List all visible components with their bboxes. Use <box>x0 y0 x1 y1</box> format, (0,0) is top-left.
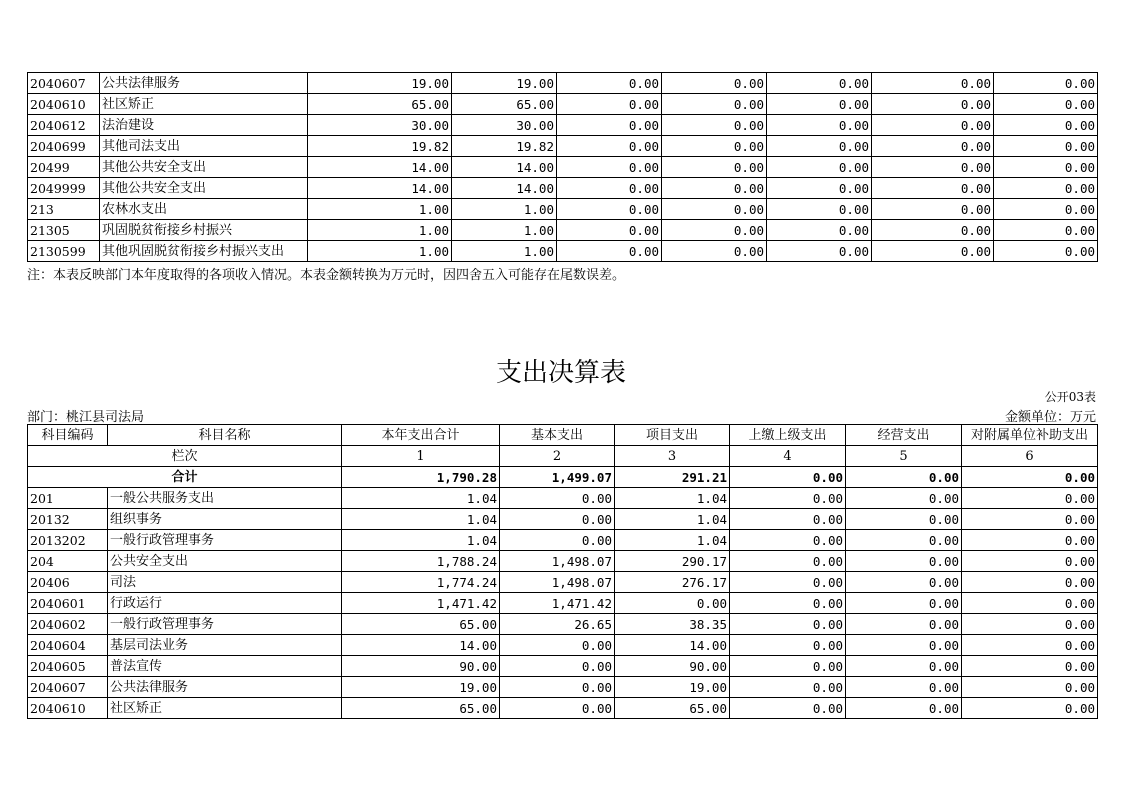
subject-code: 204 <box>28 551 108 572</box>
amount-cell: 0.00 <box>994 241 1098 262</box>
amount-cell: 0.00 <box>767 241 872 262</box>
amount-cell: 0.00 <box>767 73 872 94</box>
amount-cell: 0.00 <box>557 220 662 241</box>
column-number: 2 <box>500 446 615 467</box>
amount-cell: 0.00 <box>962 635 1098 656</box>
column-number: 6 <box>962 446 1098 467</box>
amount-cell: 0.00 <box>872 73 994 94</box>
amount-cell: 0.00 <box>662 115 767 136</box>
subject-name: 组织事务 <box>108 509 342 530</box>
total-value: 0.00 <box>962 467 1098 488</box>
amount-cell: 0.00 <box>730 530 846 551</box>
table-row <box>28 698 1098 719</box>
table-row <box>28 572 1098 593</box>
amount-cell: 0.00 <box>872 115 994 136</box>
header-cell: 经营支出 <box>846 425 962 446</box>
header-cell: 对附属单位补助支出 <box>962 425 1098 446</box>
amount-cell: 0.00 <box>557 157 662 178</box>
department-label: 部门：桃江县司法局 <box>27 410 145 425</box>
subject-name: 一般行政管理事务 <box>108 530 342 551</box>
subject-name: 一般公共服务支出 <box>108 488 342 509</box>
amount-cell: 1.00 <box>308 199 452 220</box>
amount-cell: 0.00 <box>872 241 994 262</box>
subject-code: 20499 <box>28 157 100 178</box>
subject-code: 2040699 <box>28 136 100 157</box>
table-row <box>28 73 1098 94</box>
amount-cell: 0.00 <box>767 178 872 199</box>
amount-cell: 19.82 <box>308 136 452 157</box>
amount-cell: 0.00 <box>730 614 846 635</box>
amount-cell: 1.00 <box>452 220 557 241</box>
subject-name: 农林水支出 <box>100 199 308 220</box>
amount-cell: 0.00 <box>994 136 1098 157</box>
amount-cell: 0.00 <box>962 614 1098 635</box>
table-row <box>28 488 1098 509</box>
amount-cell: 0.00 <box>994 199 1098 220</box>
subject-name: 行政运行 <box>108 593 342 614</box>
subject-name: 基层司法业务 <box>108 635 342 656</box>
column-label: 栏次 <box>28 446 342 467</box>
amount-cell: 0.00 <box>662 73 767 94</box>
table-row <box>28 677 1098 698</box>
subject-name: 普法宣传 <box>108 656 342 677</box>
table-row <box>28 241 1098 262</box>
subject-name: 其他司法支出 <box>100 136 308 157</box>
subject-code: 2049999 <box>28 178 100 199</box>
table-row <box>28 94 1098 115</box>
amount-cell: 1,498.07 <box>500 572 615 593</box>
amount-cell: 0.00 <box>730 677 846 698</box>
amount-cell: 0.00 <box>994 220 1098 241</box>
subject-code: 2013202 <box>28 530 108 551</box>
table-row <box>28 635 1098 656</box>
table-row <box>28 530 1098 551</box>
amount-cell: 1.00 <box>452 199 557 220</box>
page-title: 支出决算表 <box>495 358 626 388</box>
subject-name: 公共安全支出 <box>108 551 342 572</box>
expense-table <box>27 424 1098 719</box>
amount-cell: 30.00 <box>452 115 557 136</box>
table-row <box>28 509 1098 530</box>
amount-cell: 0.00 <box>872 199 994 220</box>
table-note: 注：本表反映部门本年度取得的各项收入情况。本表金额转换为万元时，因四舍五入可能存在尾数误差。 <box>27 268 626 283</box>
amount-cell: 0.00 <box>730 698 846 719</box>
subject-code: 2040605 <box>28 656 108 677</box>
amount-cell: 38.35 <box>615 614 730 635</box>
subject-name: 社区矫正 <box>100 94 308 115</box>
column-number: 4 <box>730 446 846 467</box>
amount-cell: 0.00 <box>846 572 962 593</box>
amount-cell: 0.00 <box>872 157 994 178</box>
unit-label: 金额单位：万元 <box>1004 410 1096 425</box>
amount-cell: 0.00 <box>846 635 962 656</box>
amount-cell: 0.00 <box>846 698 962 719</box>
subject-name: 巩固脱贫衔接乡村振兴 <box>100 220 308 241</box>
amount-cell: 65.00 <box>342 614 500 635</box>
amount-cell: 0.00 <box>500 635 615 656</box>
amount-cell: 0.00 <box>872 220 994 241</box>
amount-cell: 1.00 <box>452 241 557 262</box>
table-row <box>28 178 1098 199</box>
amount-cell: 0.00 <box>500 698 615 719</box>
table-row <box>28 136 1098 157</box>
amount-cell: 0.00 <box>557 73 662 94</box>
amount-cell: 0.00 <box>730 509 846 530</box>
amount-cell: 0.00 <box>557 199 662 220</box>
amount-cell: 0.00 <box>557 115 662 136</box>
header-row <box>28 425 1098 446</box>
amount-cell: 0.00 <box>730 635 846 656</box>
total-value: 291.21 <box>615 467 730 488</box>
amount-cell: 1,774.24 <box>342 572 500 593</box>
amount-cell: 0.00 <box>846 551 962 572</box>
header-cell: 项目支出 <box>615 425 730 446</box>
amount-cell: 0.00 <box>767 199 872 220</box>
subject-code: 2040610 <box>28 698 108 719</box>
total-value: 1,499.07 <box>500 467 615 488</box>
amount-cell: 14.00 <box>308 178 452 199</box>
amount-cell: 0.00 <box>662 220 767 241</box>
subject-code: 2040612 <box>28 115 100 136</box>
amount-cell: 19.00 <box>452 73 557 94</box>
total-row <box>28 467 1098 488</box>
subject-code: 2040601 <box>28 593 108 614</box>
subject-name: 其他公共安全支出 <box>100 157 308 178</box>
amount-cell: 14.00 <box>452 178 557 199</box>
amount-cell: 65.00 <box>342 698 500 719</box>
subject-name: 其他巩固脱贫衔接乡村振兴支出 <box>100 241 308 262</box>
amount-cell: 0.00 <box>962 509 1098 530</box>
column-number-row <box>28 446 1098 467</box>
amount-cell: 0.00 <box>662 94 767 115</box>
subject-code: 2040607 <box>28 73 100 94</box>
subject-name: 其他公共安全支出 <box>100 178 308 199</box>
subject-code: 20406 <box>28 572 108 593</box>
amount-cell: 0.00 <box>500 677 615 698</box>
amount-cell: 65.00 <box>452 94 557 115</box>
amount-cell: 0.00 <box>846 656 962 677</box>
amount-cell: 0.00 <box>615 593 730 614</box>
subject-name: 社区矫正 <box>108 698 342 719</box>
amount-cell: 1.00 <box>308 241 452 262</box>
amount-cell: 1,471.42 <box>500 593 615 614</box>
amount-cell: 19.00 <box>342 677 500 698</box>
table-number: 公开03表 <box>1044 390 1096 404</box>
column-number: 1 <box>342 446 500 467</box>
amount-cell: 0.00 <box>994 157 1098 178</box>
amount-cell: 0.00 <box>557 241 662 262</box>
subject-code: 21305 <box>28 220 100 241</box>
amount-cell: 0.00 <box>557 136 662 157</box>
amount-cell: 0.00 <box>767 136 872 157</box>
amount-cell: 0.00 <box>730 572 846 593</box>
income-table-continued <box>27 72 1098 262</box>
amount-cell: 19.82 <box>452 136 557 157</box>
amount-cell: 30.00 <box>308 115 452 136</box>
header-cell: 科目名称 <box>108 425 342 446</box>
amount-cell: 0.00 <box>767 220 872 241</box>
amount-cell: 0.00 <box>730 551 846 572</box>
header-cell: 本年支出合计 <box>342 425 500 446</box>
amount-cell: 0.00 <box>557 94 662 115</box>
amount-cell: 0.00 <box>846 677 962 698</box>
table-row <box>28 656 1098 677</box>
subject-code: 2040610 <box>28 94 100 115</box>
subject-code: 213 <box>28 199 100 220</box>
subject-code: 201 <box>28 488 108 509</box>
amount-cell: 0.00 <box>962 572 1098 593</box>
amount-cell: 0.00 <box>500 509 615 530</box>
amount-cell: 19.00 <box>308 73 452 94</box>
total-value: 0.00 <box>846 467 962 488</box>
header-cell: 基本支出 <box>500 425 615 446</box>
amount-cell: 0.00 <box>662 157 767 178</box>
column-number: 3 <box>615 446 730 467</box>
amount-cell: 0.00 <box>872 136 994 157</box>
total-value: 0.00 <box>730 467 846 488</box>
table-row <box>28 220 1098 241</box>
amount-cell: 0.00 <box>846 530 962 551</box>
amount-cell: 0.00 <box>730 593 846 614</box>
amount-cell: 1,498.07 <box>500 551 615 572</box>
amount-cell: 0.00 <box>962 551 1098 572</box>
amount-cell: 0.00 <box>767 157 872 178</box>
amount-cell: 0.00 <box>872 178 994 199</box>
amount-cell: 0.00 <box>994 94 1098 115</box>
subject-code: 20132 <box>28 509 108 530</box>
amount-cell: 1,471.42 <box>342 593 500 614</box>
column-number: 5 <box>846 446 962 467</box>
amount-cell: 1.04 <box>342 530 500 551</box>
subject-name: 公共法律服务 <box>108 677 342 698</box>
table-row <box>28 593 1098 614</box>
amount-cell: 90.00 <box>615 656 730 677</box>
amount-cell: 0.00 <box>730 656 846 677</box>
amount-cell: 1.04 <box>615 530 730 551</box>
table-row <box>28 199 1098 220</box>
amount-cell: 0.00 <box>500 656 615 677</box>
amount-cell: 0.00 <box>846 593 962 614</box>
subject-code: 2040607 <box>28 677 108 698</box>
amount-cell: 0.00 <box>846 509 962 530</box>
table-row <box>28 157 1098 178</box>
subject-code: 2130599 <box>28 241 100 262</box>
amount-cell: 0.00 <box>994 73 1098 94</box>
subject-code: 2040602 <box>28 614 108 635</box>
amount-cell: 0.00 <box>962 593 1098 614</box>
amount-cell: 1.00 <box>308 220 452 241</box>
amount-cell: 14.00 <box>308 157 452 178</box>
amount-cell: 290.17 <box>615 551 730 572</box>
subject-name: 法治建设 <box>100 115 308 136</box>
header-cell: 科目编码 <box>28 425 108 446</box>
amount-cell: 26.65 <box>500 614 615 635</box>
amount-cell: 0.00 <box>994 178 1098 199</box>
table-row <box>28 551 1098 572</box>
header-cell: 上缴上级支出 <box>730 425 846 446</box>
amount-cell: 65.00 <box>308 94 452 115</box>
amount-cell: 0.00 <box>846 488 962 509</box>
amount-cell: 0.00 <box>662 178 767 199</box>
amount-cell: 14.00 <box>452 157 557 178</box>
amount-cell: 0.00 <box>962 488 1098 509</box>
total-value: 1,790.28 <box>342 467 500 488</box>
subject-name: 一般行政管理事务 <box>108 614 342 635</box>
amount-cell: 0.00 <box>730 488 846 509</box>
amount-cell: 0.00 <box>846 614 962 635</box>
amount-cell: 0.00 <box>962 530 1098 551</box>
amount-cell: 0.00 <box>662 136 767 157</box>
subject-name: 司法 <box>108 572 342 593</box>
amount-cell: 90.00 <box>342 656 500 677</box>
table-row <box>28 614 1098 635</box>
amount-cell: 1.04 <box>342 488 500 509</box>
total-label: 合计 <box>28 467 342 488</box>
subject-code: 2040604 <box>28 635 108 656</box>
amount-cell: 0.00 <box>662 241 767 262</box>
subject-name: 公共法律服务 <box>100 73 308 94</box>
amount-cell: 0.00 <box>962 656 1098 677</box>
amount-cell: 65.00 <box>615 698 730 719</box>
amount-cell: 0.00 <box>500 530 615 551</box>
amount-cell: 1.04 <box>615 509 730 530</box>
amount-cell: 1.04 <box>615 488 730 509</box>
amount-cell: 1.04 <box>342 509 500 530</box>
amount-cell: 276.17 <box>615 572 730 593</box>
amount-cell: 14.00 <box>342 635 500 656</box>
amount-cell: 0.00 <box>662 199 767 220</box>
amount-cell: 0.00 <box>767 94 872 115</box>
amount-cell: 0.00 <box>994 115 1098 136</box>
amount-cell: 0.00 <box>767 115 872 136</box>
amount-cell: 0.00 <box>962 698 1098 719</box>
amount-cell: 0.00 <box>872 94 994 115</box>
amount-cell: 14.00 <box>615 635 730 656</box>
amount-cell: 19.00 <box>615 677 730 698</box>
amount-cell: 0.00 <box>962 677 1098 698</box>
amount-cell: 0.00 <box>500 488 615 509</box>
table-row <box>28 115 1098 136</box>
amount-cell: 1,788.24 <box>342 551 500 572</box>
amount-cell: 0.00 <box>557 178 662 199</box>
